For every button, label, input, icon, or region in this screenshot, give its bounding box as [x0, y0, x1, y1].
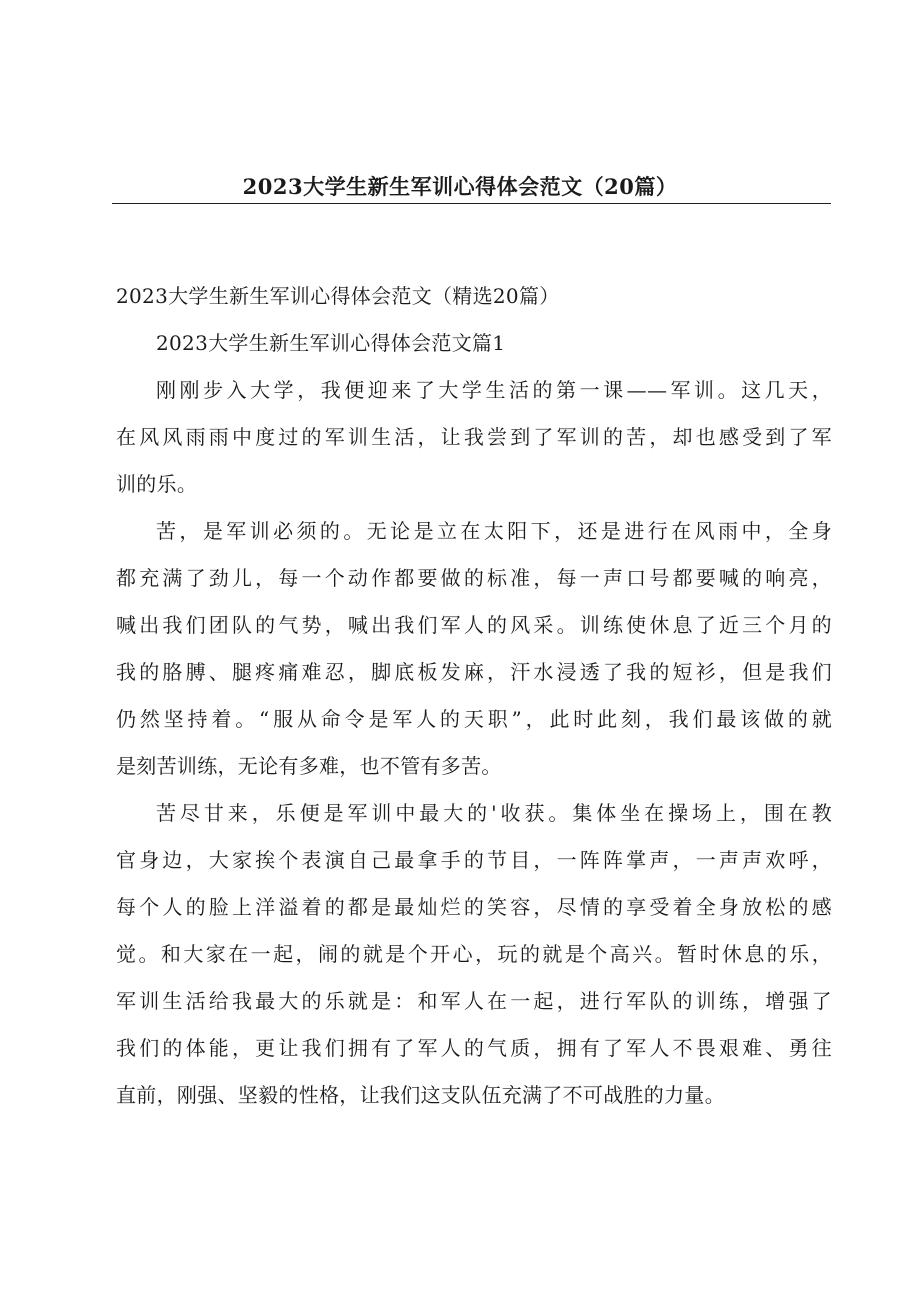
document-body	[116, 273, 832, 1119]
paragraph-line: 刚刚步入大学，我便迎来了大学生活的第一课——军训。这几天，	[156, 378, 832, 402]
paragraph-line: 军训生活给我最大的乐就是：和军人在一起，进行军队的训练，增强了	[116, 989, 832, 1013]
paragraph-line: 官身边，大家挨个表演自己最拿手的节目，一阵阵掌声，一声声欢呼，	[116, 848, 832, 872]
section-heading: 2023大学生新生军训心得体会范文篇1	[156, 331, 506, 355]
paragraph-line: 直前，刚强、坚毅的性格，让我们这支队伍充满了不可战胜的力量。	[116, 1083, 725, 1107]
paragraph-line: 都充满了劲儿，每一个动作都要做的标准，每一声口号都要喊的响亮，	[116, 566, 832, 590]
document-subtitle: 2023大学生新生军训心得体会范文（精选20篇）	[116, 284, 560, 308]
paragraph-line: 训的乐。	[116, 472, 198, 496]
paragraph-line: 仍然坚持着。“服从命令是军人的天职”，此时此刻，我们最该做的就	[116, 707, 832, 731]
title-underline	[112, 203, 831, 204]
paragraph	[116, 790, 832, 1119]
paragraph-line: 苦尽甘来，乐便是军训中最大的'收获。集体坐在操场上，围在教	[156, 801, 832, 825]
paragraph-line: 喊出我们团队的气势，喊出我们军人的风采。训练使休息了近三个月的	[116, 613, 832, 637]
paragraph-line: 在风风雨雨中度过的军训生活，让我尝到了军训的苦，却也感受到了军	[116, 425, 832, 449]
paragraph	[116, 508, 832, 790]
paragraph-line: 我们的体能，更让我们拥有了军人的气质，拥有了军人不畏艰难、勇往	[116, 1036, 832, 1060]
paragraph-line: 觉。和大家在一起，闹的就是个开心，玩的就是个高兴。暂时休息的乐，	[116, 942, 832, 966]
document-title: 2023大学生新生军训心得体会范文（20篇）	[242, 174, 678, 199]
paragraph-line: 苦，是军训必须的。无论是立在太阳下，还是进行在风雨中，全身	[156, 519, 832, 543]
paragraph	[116, 367, 832, 508]
paragraph-line: 我的胳膊、腿疼痛难忍，脚底板发麻，汗水浸透了我的短衫，但是我们	[116, 660, 832, 684]
paragraph-line: 是刻苦训练，无论有多难，也不管有多苦。	[116, 754, 502, 778]
paragraph-line: 每个人的脸上洋溢着的都是最灿烂的笑容，尽情的享受着全身放松的感	[116, 895, 832, 919]
